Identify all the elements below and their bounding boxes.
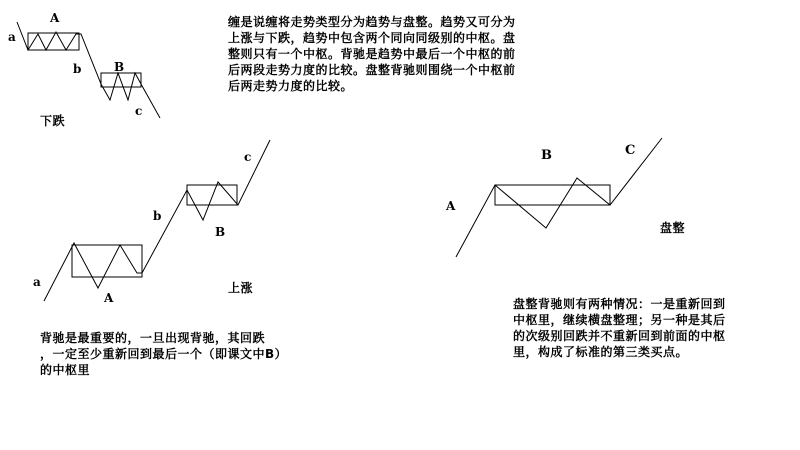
consolidation-label-B: B bbox=[541, 148, 552, 163]
paragraph-bottom-right: 盘整背驰则有两种情况：一是重新回到 中枢里，继续横盘整理；另一种是其后 的次级别回跌并不重新回到前面的中枢 里，构成了标准的第三类买点。 bbox=[513, 297, 726, 359]
downtrend-label-b: b bbox=[73, 62, 82, 76]
uptrend-label-c: c bbox=[244, 150, 252, 164]
uptrend-label-a: a bbox=[33, 275, 41, 289]
downtrend-label-c: c bbox=[135, 104, 143, 118]
downtrend-label-B: B bbox=[114, 60, 125, 74]
uptrend-label-B: B bbox=[215, 225, 226, 239]
consolidation-pivot bbox=[495, 185, 610, 205]
downtrend-label-a: a bbox=[8, 30, 16, 44]
consolidation-title: 盘整 bbox=[660, 221, 686, 235]
downtrend-label-A: A bbox=[50, 11, 60, 25]
downtrend-title: 下跌 bbox=[40, 114, 66, 128]
uptrend-label-A: A bbox=[104, 291, 114, 305]
paragraph-top: 缠是说缠将走势类型分为趋势与盘整。趋势又可分为 上涨与下跌，趋势中包含两个同向同级别的中枢。盘 整则只有一个中枢。背驰是趋势中最后一个中枢的前 后两段走势力度的比较。盘整背驰则围绕一个中枢前 后两走势力度的比较。 bbox=[228, 15, 516, 93]
uptrend-title: 上涨 bbox=[228, 281, 254, 295]
paragraph-bottom-left: 背驰是最重要的，一旦出现背驰，其回跌 ，一定至少重新回到最后一个（即课文中B） 的中枢里 bbox=[40, 331, 288, 377]
uptrend-label-b: b bbox=[153, 209, 162, 223]
consolidation-label-C: C bbox=[625, 143, 636, 158]
uptrend-pivot-A bbox=[72, 245, 142, 277]
consolidation-label-A: A bbox=[446, 199, 456, 213]
